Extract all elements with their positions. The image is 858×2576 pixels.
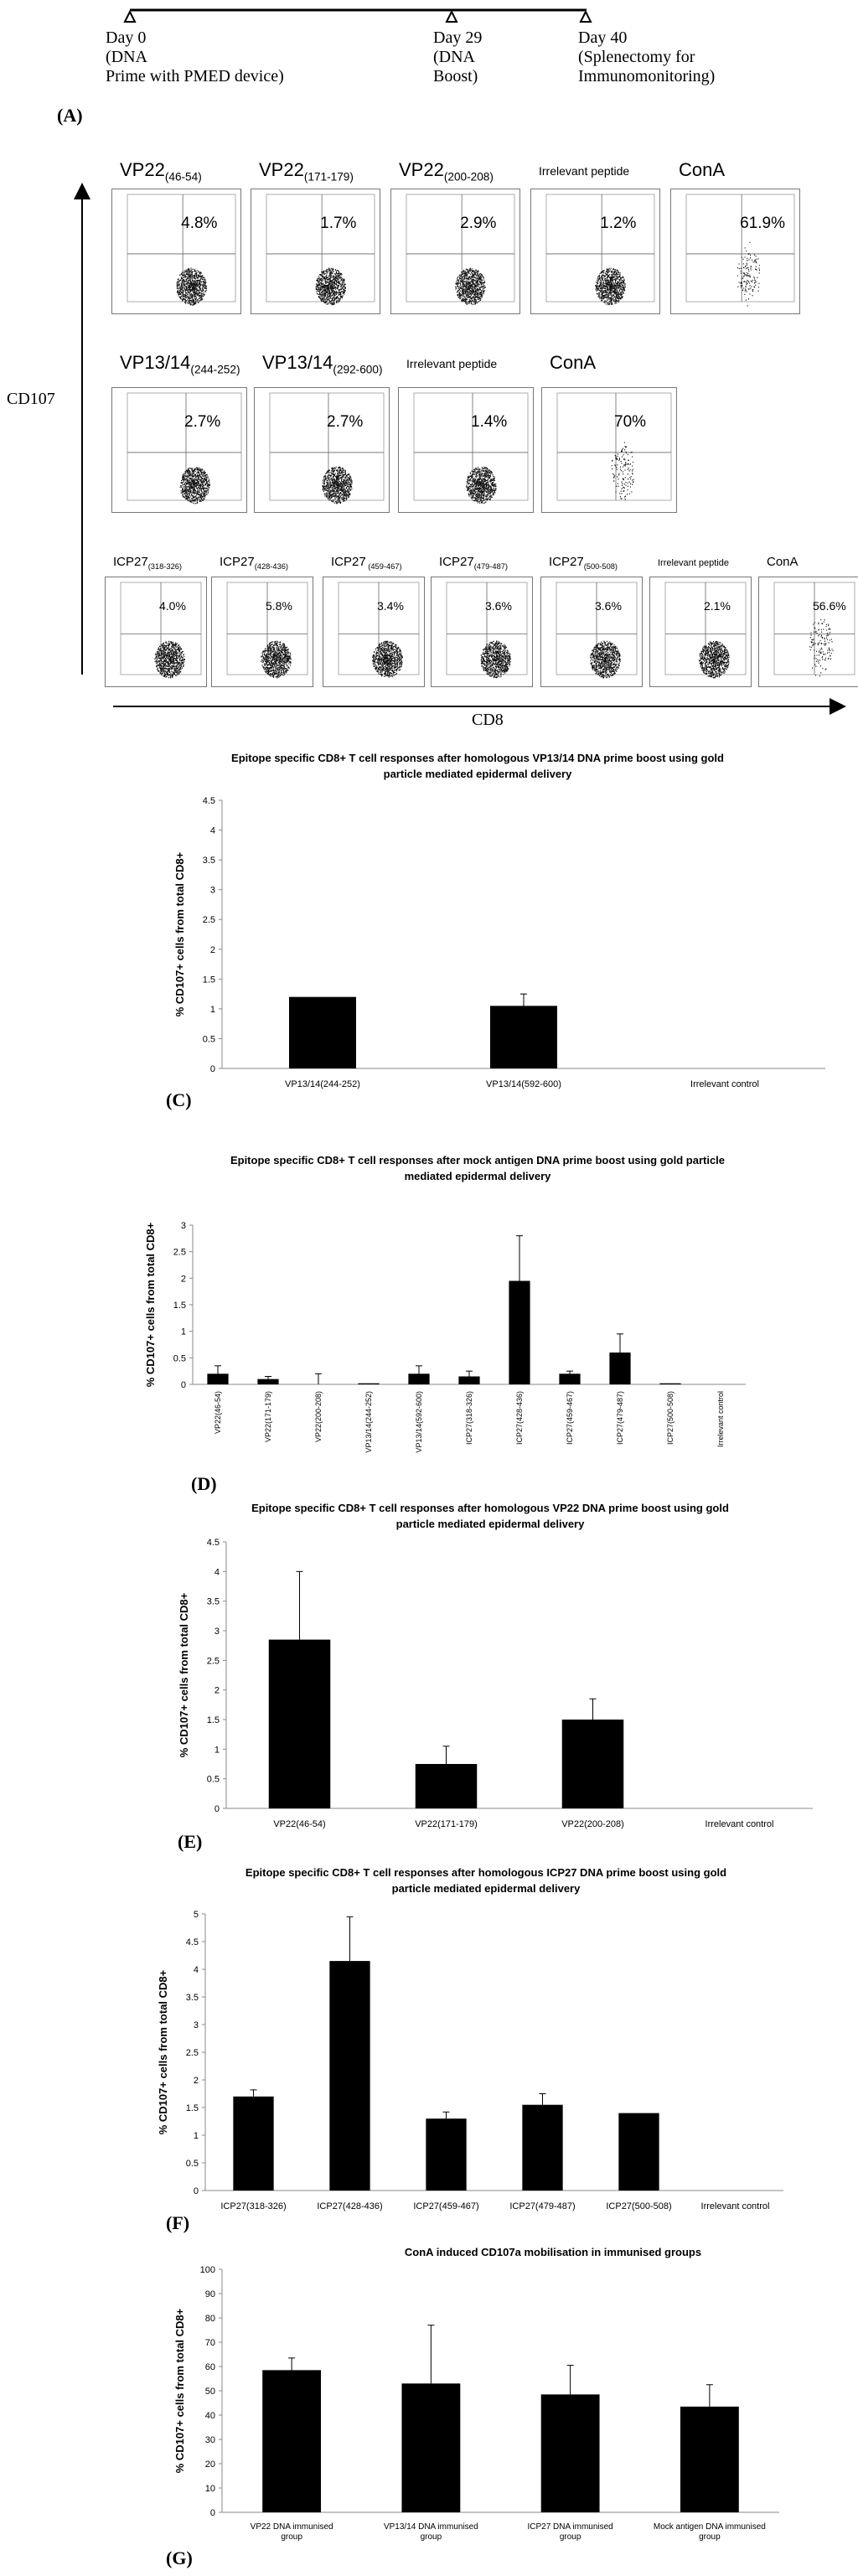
panel-letter: (F) <box>166 2212 190 2233</box>
cd107-axis-label: CD107 <box>7 390 55 408</box>
cd107-positive-percentage: 2.1% <box>704 599 731 613</box>
category-label: Irrelevant control <box>690 1079 759 1089</box>
facs-plot-title <box>120 352 240 375</box>
cell-events <box>481 641 511 677</box>
epitope-name: ICP27 <box>549 555 584 569</box>
cd107-positive-percentage: 4.0% <box>159 599 186 613</box>
epitope-name: Irrelevant peptide <box>539 164 630 178</box>
y-tick-label: 5 <box>193 1910 199 1920</box>
bar-chart <box>172 2264 796 2549</box>
cd107-positive-percentage: 3.6% <box>595 599 622 613</box>
category-label: VP22(46-54) <box>273 1819 326 1829</box>
category-label: ICP27(500-508) <box>606 2201 672 2211</box>
category-label: VP22(46-54) <box>214 1391 222 1435</box>
bar <box>490 1006 557 1068</box>
cell-events <box>809 620 833 676</box>
y-tick-label: 4.5 <box>185 1937 199 1948</box>
facs-plot-title <box>549 555 618 571</box>
y-tick-label: 2 <box>209 944 215 955</box>
y-tick-label: 100 <box>199 2265 215 2275</box>
y-tick-label: 3.5 <box>206 1596 220 1607</box>
facs-dot-plot <box>111 387 247 513</box>
epitope-name: ConA <box>679 159 726 180</box>
y-tick-label: 40 <box>204 2411 215 2421</box>
facs-plot-title <box>113 555 182 571</box>
y-tick-label: 3 <box>214 1627 220 1637</box>
cd107-positive-percentage: 2.9% <box>460 215 497 232</box>
epitope-range: (479-487) <box>473 562 509 571</box>
y-tick-label: 0.5 <box>202 1034 215 1045</box>
y-tick-label: 1 <box>193 2131 199 2141</box>
bar <box>680 2407 739 2512</box>
epitope-range: (200-208) <box>443 170 494 184</box>
y-tick-label: 80 <box>204 2314 215 2324</box>
epitope-range: (318-326) <box>147 562 183 571</box>
bar <box>233 2097 273 2191</box>
y-tick-label: 4 <box>193 1965 199 1975</box>
timeline-event-day0: Day 0 (DNA Prime with PMED device) <box>106 28 284 85</box>
epitope-range: (500-508) <box>583 562 618 571</box>
cd107-positive-percentage: 56.6% <box>813 599 846 613</box>
bar <box>562 1720 624 1808</box>
y-tick-label: 2.5 <box>202 915 215 926</box>
category-label: VP13/14(592-600) <box>486 1079 561 1089</box>
cell-events <box>180 468 210 504</box>
cell-events <box>316 268 346 305</box>
cd107-positive-percentage: 3.6% <box>485 599 512 613</box>
epitope-range: (292-600) <box>333 363 383 376</box>
facs-dot-plot <box>649 577 752 687</box>
category-label: Irrelevant control <box>716 1391 725 1448</box>
y-axis-label: % CD107+ cells from total CD8+ <box>157 1969 169 2135</box>
cd107-positive-percentage: 1.2% <box>600 215 637 232</box>
facs-plot-title <box>679 159 725 181</box>
bar <box>262 2370 321 2512</box>
bar <box>509 1281 530 1385</box>
category-label: ICP27 DNA immunised group <box>527 2522 613 2542</box>
y-tick-label: 2.5 <box>185 2048 199 2058</box>
y-tick-label: 30 <box>204 2435 215 2445</box>
bar <box>207 1373 228 1384</box>
category-label: VP22(200-208) <box>314 1391 323 1443</box>
y-tick-label: 1.5 <box>173 1301 186 1311</box>
category-label: ICP27(500-508) <box>666 1391 675 1446</box>
facs-dot-plot <box>530 189 660 314</box>
epitope-range: (459-467) <box>365 562 402 571</box>
facs-dot-plot <box>541 387 677 513</box>
category-label: Irrelevant control <box>700 2201 770 2211</box>
facs-plot-title <box>550 352 596 374</box>
y-tick-label: 2 <box>193 2076 199 2086</box>
y-tick-label: 1 <box>214 1745 220 1756</box>
facs-plot-title <box>658 558 729 568</box>
bar <box>609 1353 630 1384</box>
category-label: VP13/14 DNA immunised group <box>383 2522 478 2542</box>
epitope-name: VP22 <box>399 159 444 180</box>
y-tick-label: 3 <box>180 1221 186 1231</box>
category-label: VP13/14(592-600) <box>415 1391 423 1453</box>
bar-chart <box>142 1220 762 1467</box>
bar <box>426 2118 466 2191</box>
category-label: ICP27(318-326) <box>220 2201 287 2211</box>
facs-dot-plot <box>323 577 425 687</box>
category-label: VP22(171-179) <box>415 1819 478 1829</box>
epitope-name: Irrelevant peptide <box>406 357 498 370</box>
cell-events <box>177 268 207 305</box>
bar <box>289 997 356 1068</box>
y-tick-label: 0 <box>209 2508 215 2518</box>
facs-plot-title <box>399 159 494 183</box>
facs-dot-plot <box>251 189 380 314</box>
cell-events <box>699 642 730 678</box>
y-tick-label: 60 <box>204 2362 215 2372</box>
bar-chart <box>172 795 842 1105</box>
bar <box>408 1373 429 1384</box>
facs-plot-title <box>406 357 497 370</box>
cd107-positive-percentage: 2.7% <box>184 413 221 431</box>
cd107-positive-percentage: 1.7% <box>320 215 357 232</box>
facs-plot-title <box>220 555 288 571</box>
bar <box>401 2383 460 2512</box>
panel-letter: (C) <box>166 1089 192 1110</box>
chart-title: Epitope specific CD8+ T cell responses after mock antigen DNA prime boost using gold particle mediated epidermal delivery <box>230 1154 726 1182</box>
category-label: ICP27(459-467) <box>566 1391 574 1446</box>
category-label: Mock antigen DNA immunised group <box>653 2522 766 2542</box>
y-tick-label: 1.5 <box>185 2103 199 2113</box>
y-tick-label: 2 <box>214 1685 220 1696</box>
facs-plot-title <box>439 555 508 571</box>
cell-events <box>612 442 634 499</box>
cd107-positive-percentage: 4.8% <box>181 215 218 232</box>
y-axis-label: % CD107+ cells from total CD8+ <box>173 851 186 1017</box>
cell-events <box>466 468 496 504</box>
facs-dot-plot <box>431 577 533 687</box>
y-tick-label: 1 <box>180 1327 186 1337</box>
epitope-range: (244-252) <box>190 363 240 376</box>
facs-dot-plot <box>390 189 520 314</box>
category-label: ICP27(479-487) <box>509 2201 576 2211</box>
facs-plot-title <box>539 164 629 178</box>
cd107-positive-percentage: 3.4% <box>377 599 404 613</box>
bar <box>458 1377 479 1385</box>
bar <box>559 1373 580 1384</box>
cd8-axis-label: CD8 <box>472 711 504 729</box>
y-tick-label: 50 <box>204 2387 215 2397</box>
y-tick-label: 3.5 <box>202 856 215 866</box>
category-label: ICP27(459-467) <box>413 2201 479 2211</box>
y-tick-label: 70 <box>204 2338 215 2348</box>
chart-title: Epitope specific CD8+ T cell responses after homologous ICP27 DNA prime boost using gold particle mediated epidermal delivery <box>245 1866 727 1895</box>
y-tick-label: 3 <box>193 2020 199 2030</box>
facs-plot-title <box>259 159 354 183</box>
timeline-event-day40: Day 40 (Splenectomy for Immunomonitoring) <box>578 28 716 85</box>
timeline-event-day29: Day 29 (DNA Boost) <box>433 28 483 85</box>
bar-chart <box>176 1537 830 1845</box>
y-tick-label: 0 <box>193 2186 199 2196</box>
panel-letter: (D) <box>191 1473 217 1494</box>
epitope-name: ICP27 <box>331 555 366 569</box>
epitope-name: ICP27 <box>113 555 148 569</box>
epitope-name: VP22 <box>120 159 165 180</box>
y-tick-label: 4.5 <box>202 796 215 806</box>
category-label: VP13/14(244-252) <box>285 1079 360 1089</box>
panel-letter: (G) <box>166 2548 193 2568</box>
bar <box>257 1379 278 1384</box>
y-tick-label: 0 <box>214 1804 220 1814</box>
facs-dot-plot <box>105 577 207 687</box>
cd107-positive-percentage: 2.7% <box>327 413 364 431</box>
cell-events <box>590 641 621 678</box>
cd107-positive-percentage: 5.8% <box>266 599 292 613</box>
facs-dot-plot <box>758 577 858 687</box>
cell-events <box>372 641 403 677</box>
facs-plot-title <box>331 555 402 571</box>
epitope-name: ICP27 <box>439 555 474 569</box>
cd107-positive-percentage: 61.9% <box>740 215 786 232</box>
y-tick-label: 1.5 <box>202 975 215 985</box>
cd107-positive-percentage: 70% <box>614 413 647 431</box>
bar <box>416 1764 478 1808</box>
y-tick-label: 4 <box>209 825 215 836</box>
category-label: VP22(200-208) <box>561 1819 624 1829</box>
bar <box>618 2113 659 2191</box>
cell-events <box>455 268 486 304</box>
epitope-name: VP13/14 <box>262 352 333 373</box>
facs-dot-plot <box>254 387 390 513</box>
cd107-positive-percentage: 1.4% <box>471 413 508 431</box>
category-label: VP13/14(244-252) <box>364 1391 373 1453</box>
bar <box>522 2105 562 2191</box>
bar-chart <box>155 1909 800 2227</box>
y-tick-label: 0 <box>180 1380 186 1390</box>
y-tick-label: 0.5 <box>173 1353 186 1364</box>
facs-dot-plot <box>211 577 313 687</box>
category-label: Irrelevant control <box>705 1819 774 1829</box>
facs-dot-plot <box>398 387 534 513</box>
bar <box>541 2394 600 2512</box>
y-tick-label: 20 <box>204 2460 215 2470</box>
facs-plot-title <box>120 159 202 183</box>
bar <box>329 1961 370 2191</box>
bar <box>269 1640 331 1808</box>
facs-dot-plot <box>670 189 800 314</box>
y-tick-label: 1 <box>209 1004 215 1015</box>
cell-events <box>261 641 292 678</box>
y-tick-label: 2 <box>180 1274 186 1285</box>
y-tick-label: 3.5 <box>185 1993 199 2003</box>
panel-letter-a: (A) <box>57 105 83 126</box>
y-axis-label: % CD107+ cells from total CD8+ <box>178 1592 190 1758</box>
y-tick-label: 10 <box>204 2484 215 2494</box>
y-tick-label: 3 <box>209 885 215 896</box>
epitope-name: VP22 <box>259 159 304 180</box>
cell-events <box>154 641 185 678</box>
epitope-name: ConA <box>767 555 799 569</box>
y-axis-label: % CD107+ cells from total CD8+ <box>144 1222 157 1388</box>
facs-dot-plot <box>540 577 643 687</box>
facs-plot-title <box>262 352 382 375</box>
y-tick-label: 4.5 <box>206 1538 220 1548</box>
chart-title: Epitope specific CD8+ T cell responses after homologous VP13/14 DNA prime boost using gold particle mediated epidermal delivery <box>231 752 724 780</box>
epitope-name: VP13/14 <box>120 352 191 373</box>
epitope-name: ICP27 <box>220 555 255 569</box>
cell-events <box>322 467 353 504</box>
y-tick-label: 0 <box>209 1064 215 1074</box>
y-axis-label: % CD107+ cells from total CD8+ <box>173 2308 186 2474</box>
panel-letter: (E) <box>178 1831 203 1852</box>
y-tick-label: 1.5 <box>206 1715 220 1725</box>
y-tick-label: 90 <box>204 2289 215 2299</box>
y-tick-label: 2.5 <box>173 1247 186 1258</box>
epitope-range: (171-179) <box>303 170 354 184</box>
category-label: ICP27(428-436) <box>317 2201 383 2211</box>
y-tick-label: 0.5 <box>206 1774 220 1785</box>
epitope-range: (428-436) <box>254 562 289 571</box>
facs-plot-title <box>767 555 799 569</box>
epitope-range: (46-54) <box>164 170 202 184</box>
category-label: VP22(171-179) <box>264 1391 272 1443</box>
y-tick-label: 4 <box>214 1567 220 1578</box>
chart-title: ConA induced CD107a mobilisation in immunised groups <box>404 2246 702 2258</box>
cell-events <box>737 242 760 306</box>
cell-events <box>595 268 626 304</box>
category-label: ICP27(479-487) <box>616 1391 624 1446</box>
y-tick-label: 2.5 <box>206 1656 220 1667</box>
category-label: VP22 DNA immunised group <box>250 2522 333 2542</box>
epitope-name: ConA <box>550 352 597 373</box>
facs-dot-plot <box>111 189 241 314</box>
category-label: ICP27(428-436) <box>515 1391 524 1446</box>
epitope-name: Irrelevant peptide <box>658 558 729 568</box>
y-tick-label: 0.5 <box>185 2159 199 2169</box>
chart-title: Epitope specific CD8+ T cell responses after homologous VP22 DNA prime boost using gold particle mediated epidermal delivery <box>251 1502 729 1530</box>
category-label: ICP27(318-326) <box>465 1391 473 1446</box>
